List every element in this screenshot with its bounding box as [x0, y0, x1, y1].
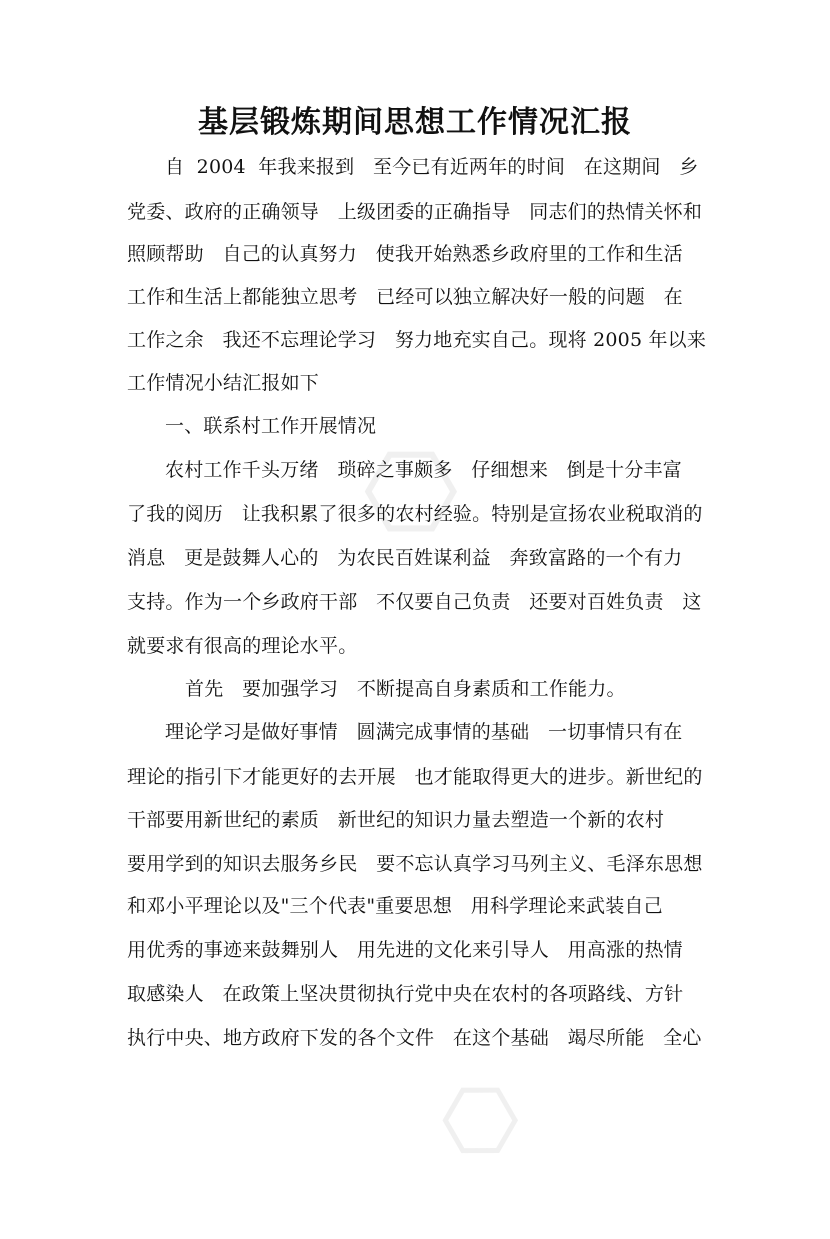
paragraph-line: 要用学到的知识去服务乡民 要不忘认真学习马列主义、毛泽东思想 — [127, 853, 703, 875]
paragraph-line: 党委、政府的正确领导 上级团委的正确指导 同志们的热情关怀和 — [127, 201, 703, 223]
paragraph-line: 干部要用新世纪的素质 新世纪的知识力量去塑造一个新的农村 — [127, 809, 665, 831]
watermark: ⬡ — [336, 410, 484, 570]
page-title: 基层锻炼期间思想工作情况汇报 — [198, 105, 632, 140]
paragraph-line: 自 2004 年我来报到 至今已有近两年的时间 在这期间 乡 — [165, 156, 699, 178]
paragraph-line: 理论学习是做好事情 圆满完成事情的基础 一切事情只有在 — [165, 721, 683, 743]
watermark-bottom: ⬡ — [419, 1054, 541, 1185]
paragraph-line: 首先 要加强学习 不断提高自身素质和工作能力。 — [185, 678, 626, 700]
section-heading: 一、联系村工作开展情况 — [165, 415, 377, 437]
paragraph-line: 理论的指引下才能更好的去开展 也才能取得更大的进步。新世纪的 — [127, 766, 703, 788]
paragraph-line: 用优秀的事迹来鼓舞别人 用先进的文化来引导人 用高涨的热情 — [127, 939, 683, 961]
paragraph-line: 了我的阅历 让我积累了很多的农村经验。特别是宣扬农业税取消的 — [127, 503, 703, 525]
paragraph-line: 工作和生活上都能独立思考 已经可以独立解决好一般的问题 在 — [127, 286, 683, 308]
paragraph-line: 农村工作千头万绪 琐碎之事颇多 仔细想来 倒是十分丰富 — [165, 459, 682, 481]
paragraph-line: 支持。作为一个乡政府干部 不仅要自己负责 还要对百姓负责 这 — [127, 591, 702, 613]
paragraph-line: 执行中央、地方政府下发的各个文件 在这个基础 竭尽所能 全心 — [127, 1027, 702, 1049]
paragraph-line: 工作之余 我还不忘理论学习 努力地充实自己。现将 2005 年以来 — [127, 329, 707, 351]
paragraph-line: 和邓小平理论以及"三个代表"重要思想 用科学理论来武装自己 — [127, 895, 663, 917]
paragraph-line: 取感染人 在政策上坚决贯彻执行党中央在农村的各项路线、方针 — [127, 983, 684, 1005]
paragraph-line: 照顾帮助 自己的认真努力 使我开始熟悉乡政府里的工作和生活 — [127, 243, 683, 265]
paragraph-line: 消息 更是鼓舞人心的 为农民百姓谋利益 奔致富路的一个有力 — [127, 547, 683, 569]
paragraph-line: 工作情况小结汇报如下 — [127, 372, 320, 394]
paragraph-line: 就要求有很高的理论水平。 — [127, 635, 358, 657]
